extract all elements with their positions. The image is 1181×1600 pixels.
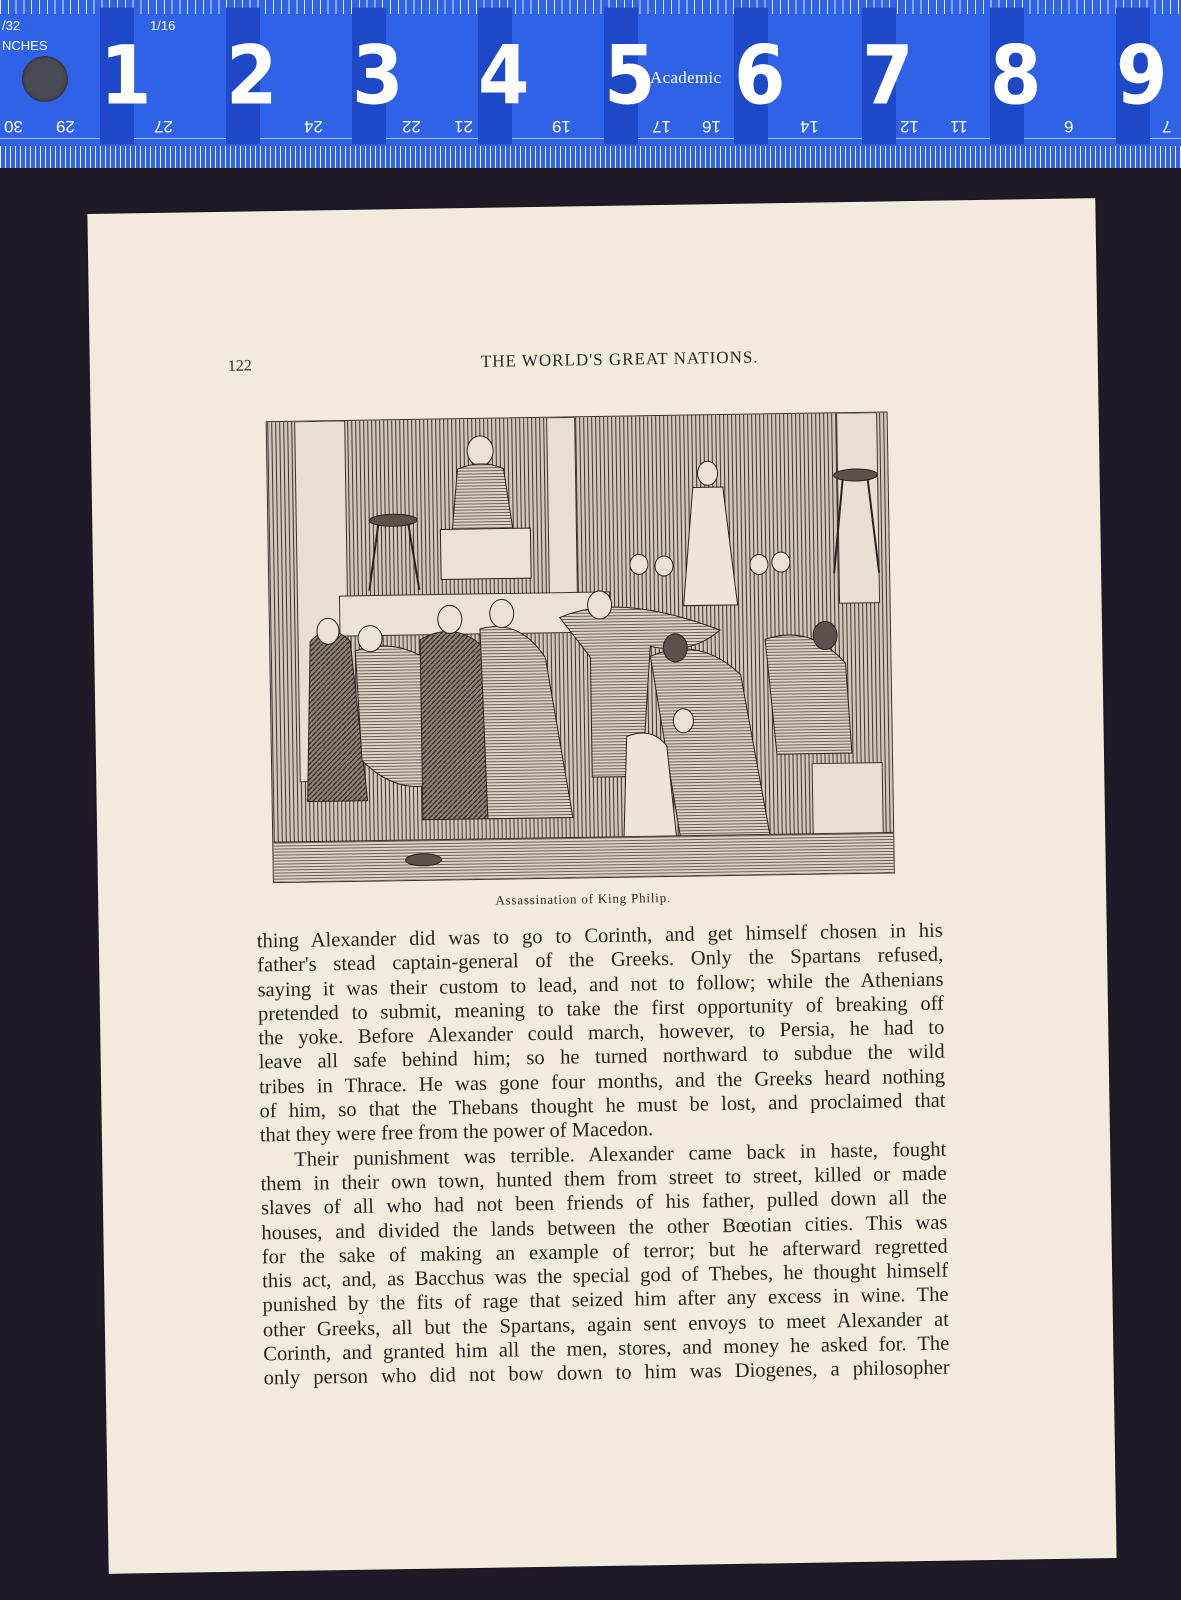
ruler-inch-number: 9: [1116, 8, 1150, 144]
ruler-bottom-ticks: [0, 146, 1181, 168]
text-line: this act, and, as Bacchus was the special god of Thebes, he thought himself: [261, 1259, 949, 1293]
page-number: 122: [227, 357, 252, 375]
text-line: saying it was their custom to lead, and not to follow; while the Athenians: [257, 968, 944, 1002]
ruler-cm-number: 19: [552, 117, 571, 136]
text-line: father's stead captain-general of the Greeks. Only the Spartans refused,: [257, 943, 944, 977]
ruler-hang-hole: [22, 56, 68, 102]
text-line: other Greeks, all but the Spartans, again sent envoys to meet Alexander at: [262, 1308, 950, 1342]
text-line: slaves of all who had not been friends of his father, pulled down all the: [260, 1186, 948, 1220]
ruler-unit-inches: NCHES: [2, 38, 48, 53]
ruler-cm-number: 16: [702, 117, 721, 136]
engraving-scene: [267, 412, 894, 882]
text-line: leave all safe behind him; so he turned northward to subdue the wild: [258, 1041, 945, 1074]
ruler-inch-number: 1: [100, 8, 134, 144]
ruler-inch-number: 7: [862, 8, 896, 144]
ruler-cm-number: 14: [800, 117, 819, 136]
ruler-cm-number: 7: [1162, 117, 1172, 136]
text-line: punished by the fits of rage that seized him after any excess in wine. The: [262, 1284, 949, 1317]
text-line: of him, so that the Thebans thought he must be lost, and proclaimed that: [259, 1089, 946, 1123]
text-line: houses, and divided the lands between the other Bœotian cities. This was: [261, 1211, 948, 1244]
ruler-brand-logo: Academic: [650, 68, 722, 87]
engraving-illustration: [266, 411, 895, 883]
ruler-cm-number: 29: [56, 117, 75, 136]
text-line: that they were free from the power of Macedon.: [259, 1118, 654, 1147]
text-line: tribes in Thrace. He was gone four months, and the Greeks heard nothing: [258, 1065, 946, 1099]
measuring-ruler: [0, 0, 1181, 168]
ruler-cm-number: 22: [402, 117, 421, 136]
ruler-unit-sixteenth: 1/16: [150, 18, 176, 33]
ruler-cm-number: 17: [652, 117, 671, 136]
text-line: them in their own town, hunted them from street to street, killed or made: [260, 1162, 947, 1196]
text-line: only person who did not bow down to him was Diogenes, a philosopher: [263, 1356, 950, 1390]
text-line: the yoke. Before Alexander could march, however, to Persia, he had to: [258, 1016, 945, 1050]
text-line: Corinth, and granted him all the men, stores, and money he asked for. The: [263, 1332, 950, 1366]
ruler-cm-number: 12: [900, 117, 919, 136]
ruler-inch-number: 5: [604, 8, 638, 144]
ruler-inch-number: 8: [990, 8, 1024, 144]
ruler-cm-number: 6: [1064, 117, 1074, 136]
ruler-inch-number: 2: [226, 8, 260, 144]
illustration-caption: Assassination of King Philip.: [495, 889, 672, 908]
ruler-cm-number: 24: [304, 117, 323, 136]
body-text: [257, 919, 950, 1391]
ruler-unit-fraction: /32: [2, 18, 21, 33]
ruler-inch-number: 6: [734, 8, 768, 144]
running-head: THE WORLD'S GREAT NATIONS.: [480, 347, 759, 371]
text-line: pretended to submit, meaning to take the first opportunity of breaking off: [257, 992, 945, 1026]
ruler-cm-number: 21: [454, 117, 473, 136]
ruler-cm-number: 30: [4, 117, 23, 136]
ruler-cm-number: 11: [950, 117, 968, 136]
ruler-inch-number: 3: [352, 8, 386, 144]
text-line: thing Alexander did was to go to Corinth, and get himself chosen in his: [256, 919, 943, 953]
text-line: Their punishment was terrible. Alexander came back in haste, fought: [294, 1138, 947, 1171]
ruler-cm-number: 27: [154, 117, 173, 136]
book-page: [87, 198, 1116, 1574]
ruler-inch-number: 4: [478, 8, 512, 144]
text-line: for the sake of making an example of terror; but he afterward regretted: [261, 1235, 948, 1269]
